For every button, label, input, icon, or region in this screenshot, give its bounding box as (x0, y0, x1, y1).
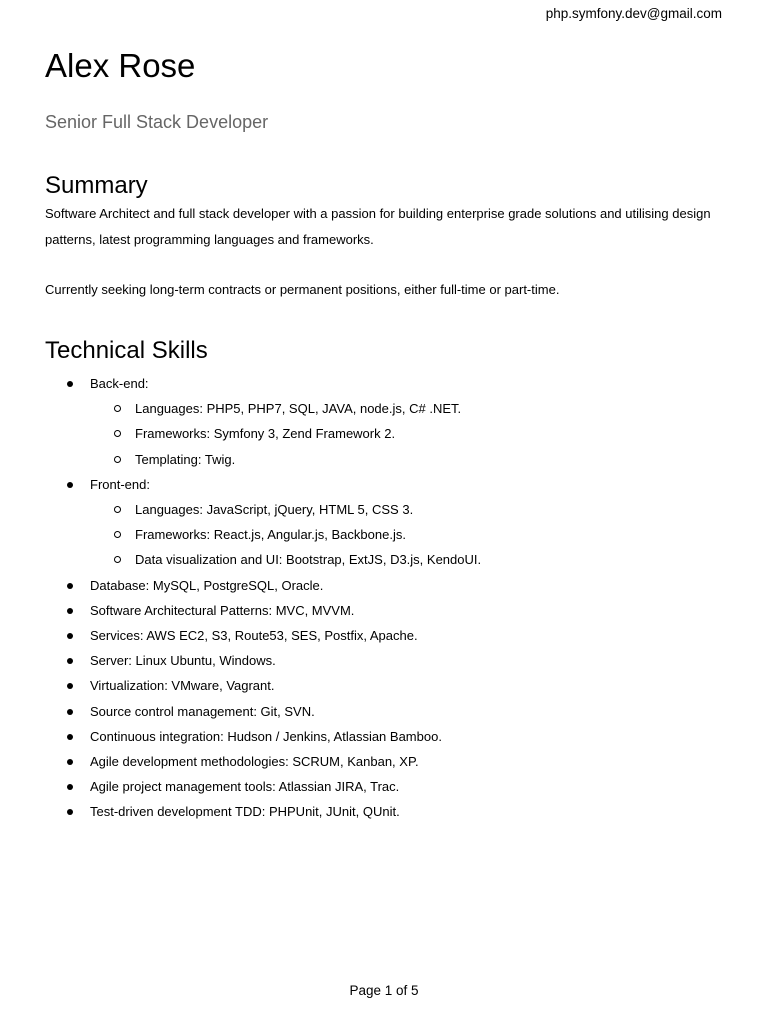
list-item (45, 699, 735, 724)
technical-skills-heading: Technical Skills (45, 337, 208, 364)
list-item-label: Front-end: (90, 476, 150, 492)
list-item (45, 623, 735, 648)
hollow-bullet-icon (114, 531, 121, 538)
candidate-name: Alex Rose (45, 47, 196, 84)
sub-list-item (90, 396, 735, 421)
list-item-label: Virtualization: VMware, Vagrant. (90, 678, 275, 694)
summary-heading: Summary (45, 172, 148, 199)
sub-list-item (90, 497, 735, 522)
contact-email: php.symfony.dev@gmail.com (545, 6, 722, 21)
list-item (45, 573, 735, 598)
sub-list (90, 396, 735, 472)
bullet-icon (67, 608, 73, 614)
hollow-bullet-icon (114, 456, 121, 463)
job-title: Senior Full Stack Developer (45, 112, 269, 132)
list-item (45, 724, 735, 749)
bullet-icon (67, 482, 73, 488)
sub-list-item-label: Frameworks: React.js, Angular.js, Backbone.js. (135, 527, 406, 543)
summary-section (45, 171, 735, 303)
list-item (45, 371, 735, 472)
bullet-icon (67, 759, 73, 765)
list-item-label: Continuous integration: Hudson / Jenkins, Atlassian Bamboo. (90, 728, 442, 744)
summary-paragraph: Currently seeking long-term contracts or permanent positions, either full-time or part-time. (45, 282, 560, 297)
sub-list-item (90, 547, 735, 572)
bullet-icon (67, 784, 73, 790)
list-item (45, 749, 735, 774)
list-item-label: Back-end: (90, 376, 149, 391)
list-item-label: Source control management: Git, SVN. (90, 703, 315, 719)
bullet-icon (67, 809, 73, 815)
list-item (45, 648, 735, 673)
sub-list (90, 497, 735, 573)
hollow-bullet-icon (114, 506, 121, 513)
sub-list-item-label: Languages: JavaScript, jQuery, HTML 5, CSS 3. (135, 502, 414, 518)
sub-list-item-label: Frameworks: Symfony 3, Zend Framework 2. (135, 426, 396, 442)
hollow-bullet-icon (114, 405, 121, 412)
hollow-bullet-icon (114, 430, 121, 437)
technical-skills-section (45, 336, 735, 825)
sub-list-item-label: Data visualization and UI: Bootstrap, ExtJS, D3.js, KendoUI. (135, 552, 482, 568)
bullet-icon (67, 658, 73, 664)
sub-list-item (90, 421, 735, 446)
list-item (45, 472, 735, 573)
bullet-icon (67, 583, 73, 589)
hollow-bullet-icon (114, 556, 121, 563)
sub-list-item-label: Languages: PHP5, PHP7, SQL, JAVA, node.js, C# .NET. (135, 401, 462, 417)
list-item-label: Server: Linux Ubuntu, Windows. (90, 653, 276, 669)
list-item (45, 673, 735, 698)
bullet-icon (67, 683, 73, 689)
list-item-label: Agile project management tools: Atlassian JIRA, Trac. (90, 779, 400, 795)
list-item-label: Database: MySQL, PostgreSQL, Oracle. (90, 577, 324, 593)
list-item-label: Software Architectural Patterns: MVC, MVVM. (90, 602, 355, 618)
page-number: Page 1 of 5 (349, 983, 419, 998)
list-item (45, 799, 735, 824)
sub-list-item-label: Templating: Twig. (135, 451, 236, 467)
bullet-icon (67, 734, 73, 740)
list-item (45, 598, 735, 623)
bullet-icon (67, 633, 73, 639)
list-item-label: Services: AWS EC2, S3, Route53, SES, Postfix, Apache. (90, 628, 418, 644)
sub-list-item (90, 522, 735, 547)
bullet-icon (67, 709, 73, 715)
list-item (45, 774, 735, 799)
list-item-label: Test-driven development TDD: PHPUnit, JUnit, QUnit. (90, 804, 400, 820)
bullet-icon (67, 381, 73, 387)
sub-list-item (90, 447, 735, 472)
list-item-label: Agile development methodologies: SCRUM, Kanban, XP. (90, 754, 419, 770)
summary-paragraph: Software Architect and full stack developer with a passion for building enterprise grade solutions and utilising design patterns, latest programming languages and frameworks. (45, 206, 711, 247)
skills-list (45, 371, 735, 825)
